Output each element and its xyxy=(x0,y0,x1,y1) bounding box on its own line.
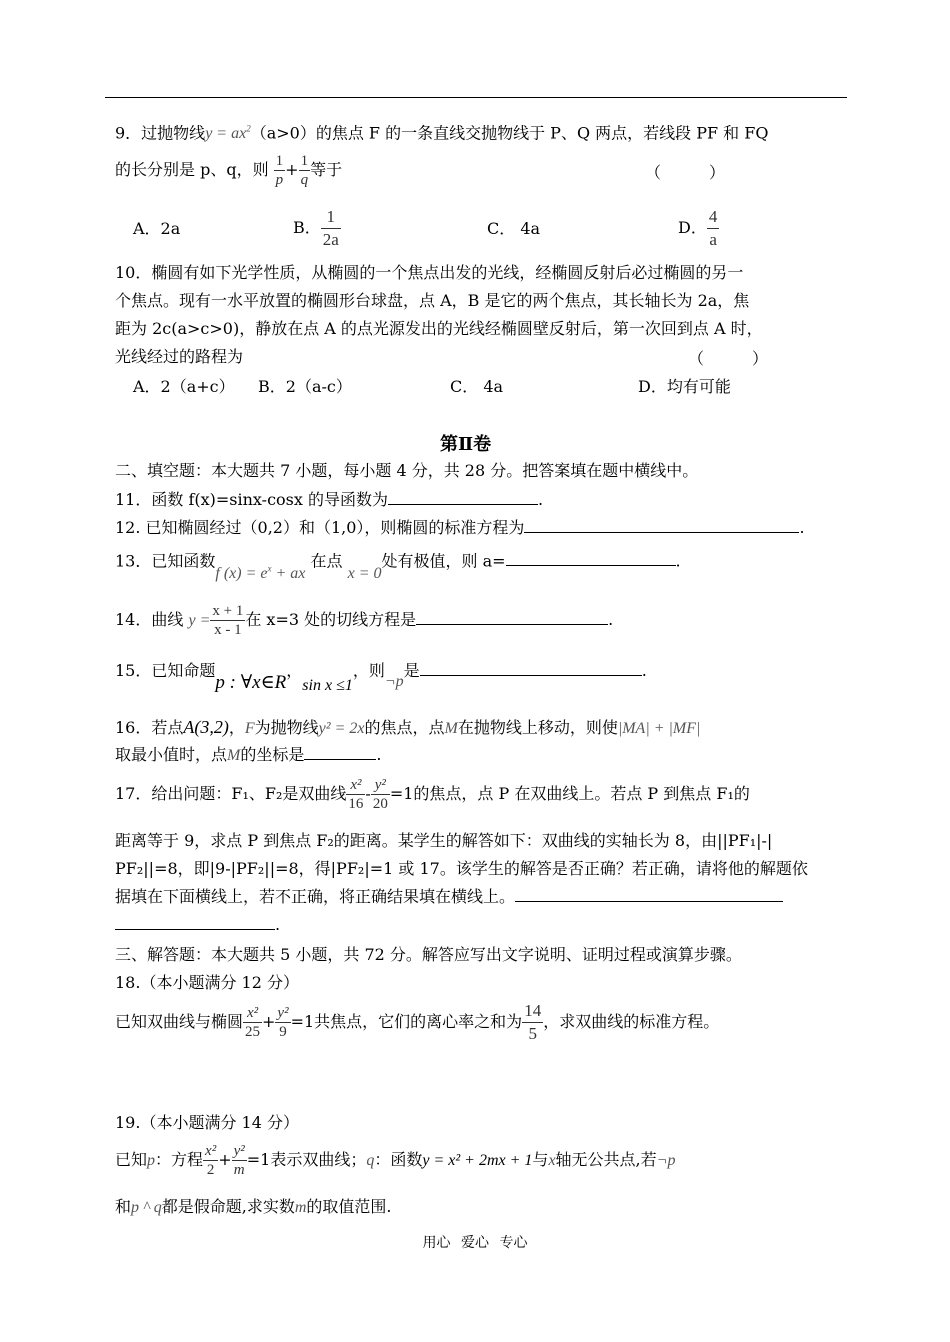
page-footer: 用心 爱心 专心 xyxy=(422,1235,528,1251)
q19-line2: 和p ^ q都是假命题,求实数m的取值范围. xyxy=(115,1197,392,1216)
q10-option-a: A．2（a+c） xyxy=(133,377,235,396)
q17-line3: PF₂||=8，即|9-|PF₂||=8，得|PF₂|=1 或 17。该学生的解答是否正确？若正确，请将他的解题依 xyxy=(115,859,808,878)
q16-line1: 16．若点A(3,2)，F为抛物线y² = 2x的焦点，点M在抛物线上移动，则使|MA| + |MF| xyxy=(115,717,701,737)
q15: 15．已知命题p : ∀x∈R，sin x ≤1，则¬p是 . xyxy=(115,661,647,694)
q10-line4: 光线经过的路程为 xyxy=(115,347,244,366)
q17-line4: 据填在下面横线上，若不正确，将正确结果填在横线上。 xyxy=(115,886,783,908)
q17-line1: 17．给出问题：F₁、F₂是双曲线 $\frac{\text{x²}}{16}$ - $\frac{\text{y²}}{20}$ =1的焦点，点 P 在双曲线上。若点 P 到焦点 F₁的 xyxy=(115,777,750,812)
q17-line5: . xyxy=(115,914,280,936)
section2-intro: 二、填空题：本大题共 7 小题，每小题 4 分，共 28 分。把答案填在题中横线中。 xyxy=(115,461,699,480)
q19-line1: 已知p：方程 $\frac{\text{x²}}{2}$ + $\frac{\text{y²}}{m}$ =1表示双曲线；q：函数y = x² + 2mx + 1与x轴无公共点,若¬p xyxy=(115,1143,676,1178)
q16-line2: 取最小值时，点M的坐标是 . xyxy=(115,745,382,764)
q10-option-c: C． 4a xyxy=(450,377,504,396)
q9-option-d: D． $\frac{4}{a}$ xyxy=(678,207,718,249)
header-rule xyxy=(105,97,847,98)
q18-head: 18.（本小题满分 12 分） xyxy=(115,973,299,992)
q10-line3: 距为 2c(a>c>0)，静放在点 A 的点光源发出的光线经椭圆壁反射后，第一次回到点 A 时， xyxy=(115,319,763,338)
q11: 11．函数 f(x)=sinx-cosx 的导函数为 . xyxy=(115,490,544,509)
q12: 12. 已知椭圆经过（0,2）和（1,0），则椭圆的标准方程为 . xyxy=(115,518,805,537)
q13: 13．已知函数f $(x) = e^x$ + ax 在点 x = 0处有极值，则 a= . xyxy=(115,551,681,583)
q18-body: 已知双曲线与椭圆 $\frac{\text{x²}}{25}$ + $\frac{\text{y²}}{9}$ =1共焦点，它们的离心率之和为 $\frac{14}{5}$ ，求双曲线的标准方程。 xyxy=(115,1001,720,1043)
q19-head: 19.（本小题满分 14 分） xyxy=(115,1113,299,1132)
q17-line2: 距离等于 9，求点 P 到焦点 F₂的距离。某学生的解答如下：双曲线的实轴长为 8，由||PF₁|-| xyxy=(115,831,773,850)
q10-line1: 10．椭圆有如下光学性质，从椭圆的一个焦点出发的光线，经椭圆反射后必过椭圆的另一 xyxy=(115,263,744,282)
q9-option-a: A．2a xyxy=(133,219,181,238)
q10-answer-paren: （ ） xyxy=(688,349,769,368)
section2-title: 第Ⅱ卷 xyxy=(440,434,492,455)
q9-answer-paren: （ ） xyxy=(645,163,726,182)
q10-line2: 个焦点。现有一水平放置的椭圆形台球盘，点 A，B 是它的两个焦点，其长轴长为 2a，焦 xyxy=(115,291,750,310)
q9-option-c: C． 4a xyxy=(487,219,541,238)
q9-option-b: B． $\frac{1}{2a}$ xyxy=(293,207,339,249)
q10-option-b: B．2（a-c） xyxy=(258,377,352,396)
q9-line1: 9．过抛物线$y = ax^2(a>0)$的焦点 F 的一条直线交抛物线于 P、Q 两点，若线段 PF 和 FQ xyxy=(115,123,769,143)
q9-line2: 的长分别是 p、q，则 $\frac{1}{p}$ + $\frac{1}{q}$ 等于 xyxy=(115,153,343,188)
q14: 14．曲线 y = $\frac{x + 1}{x - 1}$ 在 x=3 处的切线方程是 . xyxy=(115,603,614,638)
section3-intro: 三、解答题：本大题共 5 小题，共 72 分。解答应写出文字说明、证明过程或演算步骤。 xyxy=(115,945,742,964)
q10-option-d: D．均有可能 xyxy=(638,377,731,396)
